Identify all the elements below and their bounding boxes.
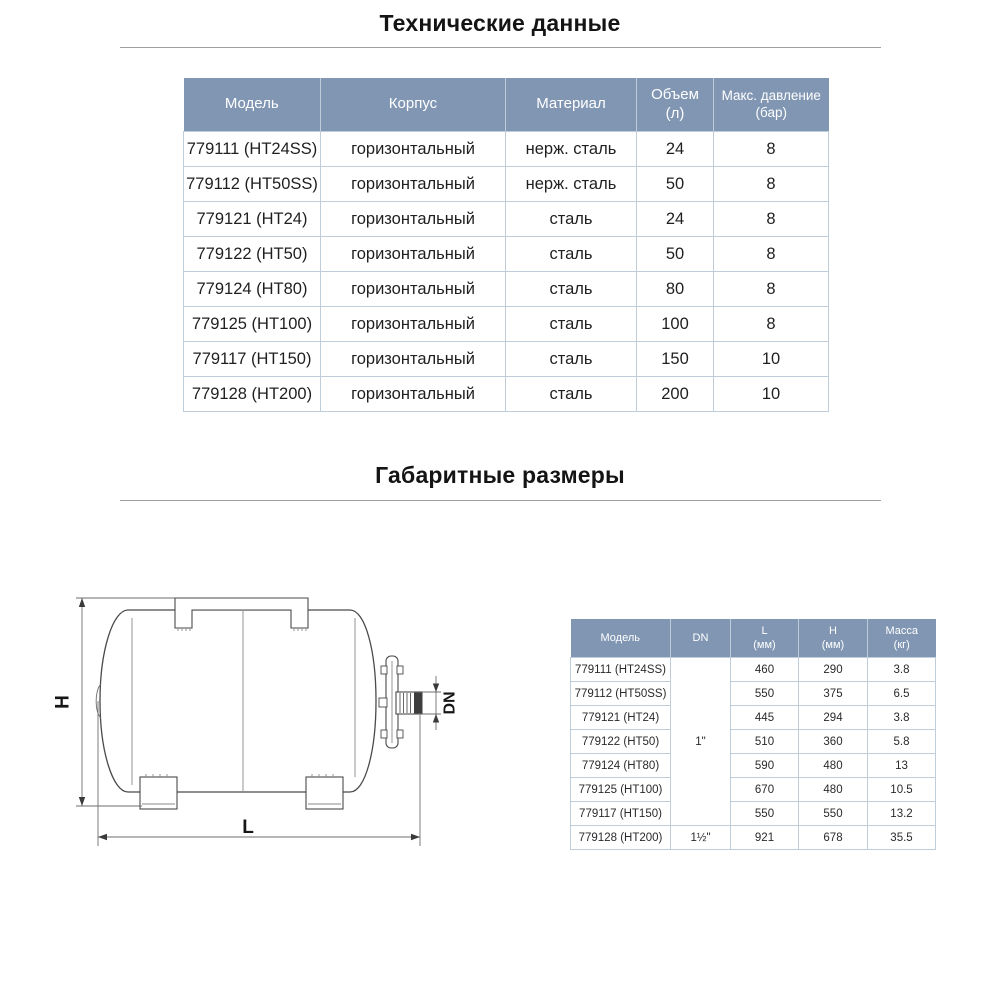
cell-model: 779124 (HT80)	[184, 272, 321, 307]
cell-pressure: 8	[714, 237, 829, 272]
cell-l: 670	[731, 778, 799, 802]
cell-material: нерж. сталь	[506, 167, 637, 202]
table-row	[571, 658, 936, 682]
cell-l: 445	[731, 706, 799, 730]
cell-pressure: 8	[714, 167, 829, 202]
cell-model: 779112 (HT50SS)	[184, 167, 321, 202]
cell-l: 460	[731, 658, 799, 682]
cell-model: 779112 (HT50SS)	[571, 682, 671, 706]
technical-data-table	[183, 78, 829, 412]
cell-material: нерж. сталь	[506, 132, 637, 167]
col-header-dn: DN	[671, 619, 731, 658]
dimensions-table	[570, 619, 936, 850]
cell-l: 921	[731, 826, 799, 850]
cell-body: горизонтальный	[321, 377, 506, 412]
col-header-model: Модель	[184, 78, 321, 132]
table-row	[571, 706, 936, 730]
cell-volume: 150	[637, 342, 714, 377]
cell-mass: 10.5	[868, 778, 936, 802]
cell-model: 779121 (HT24)	[184, 202, 321, 237]
col-header-h: H (мм)	[799, 619, 868, 658]
col-header-mass: Масса (кг)	[868, 619, 936, 658]
cell-dn: 1½"	[671, 826, 731, 850]
cell-material: сталь	[506, 202, 637, 237]
cell-volume: 100	[637, 307, 714, 342]
cell-mass: 13	[868, 754, 936, 778]
cell-body: горизонтальный	[321, 202, 506, 237]
table-row	[571, 682, 936, 706]
col-header-pressure: Макс. давление (бар)	[714, 78, 829, 132]
cell-body: горизонтальный	[321, 132, 506, 167]
cell-material: сталь	[506, 342, 637, 377]
cell-volume: 50	[637, 237, 714, 272]
tank-drawing	[50, 565, 470, 865]
cell-l: 550	[731, 682, 799, 706]
cell-l: 550	[731, 802, 799, 826]
cell-material: сталь	[506, 307, 637, 342]
cell-pressure: 8	[714, 307, 829, 342]
port-end	[414, 693, 422, 714]
cell-model: 779111 (HT24SS)	[571, 658, 671, 682]
dimension-dn	[422, 676, 459, 730]
table-row	[184, 377, 829, 412]
cell-material: сталь	[506, 237, 637, 272]
table-row	[571, 730, 936, 754]
cell-h: 678	[799, 826, 868, 850]
table-row	[184, 167, 829, 202]
cell-model: 779125 (HT100)	[571, 778, 671, 802]
cell-h: 294	[799, 706, 868, 730]
cell-pressure: 8	[714, 272, 829, 307]
cell-model: 779128 (HT200)	[184, 377, 321, 412]
section-title-technical: Технические данные	[379, 10, 621, 36]
dn-label: DN	[441, 691, 459, 715]
cell-model: 779117 (HT150)	[184, 342, 321, 377]
cell-volume: 200	[637, 377, 714, 412]
table-row	[571, 826, 936, 850]
table-row	[184, 132, 829, 167]
tank-body	[100, 610, 376, 792]
cell-model: 779125 (HT100)	[184, 307, 321, 342]
cell-volume: 24	[637, 132, 714, 167]
cell-h: 550	[799, 802, 868, 826]
col-header-material: Материал	[506, 78, 637, 132]
cell-body: горизонтальный	[321, 272, 506, 307]
table-row	[184, 342, 829, 377]
cell-mass: 3.8	[868, 658, 936, 682]
cell-model: 779111 (HT24SS)	[184, 132, 321, 167]
table-row	[184, 307, 829, 342]
cell-model: 779124 (HT80)	[571, 754, 671, 778]
col-header-body: Корпус	[321, 78, 506, 132]
cell-pressure: 8	[714, 202, 829, 237]
cell-body: горизонтальный	[321, 167, 506, 202]
cell-mass: 13.2	[868, 802, 936, 826]
cell-volume: 50	[637, 167, 714, 202]
table-header	[571, 619, 936, 658]
cell-mass: 35.5	[868, 826, 936, 850]
cell-l: 510	[731, 730, 799, 754]
cell-volume: 80	[637, 272, 714, 307]
table-row	[184, 272, 829, 307]
divider-rule	[120, 500, 881, 501]
cell-dn-merged: 1"	[671, 658, 731, 826]
cell-h: 360	[799, 730, 868, 754]
cell-mass: 6.5	[868, 682, 936, 706]
col-header-volume: Объем (л)	[637, 78, 714, 132]
cell-volume: 24	[637, 202, 714, 237]
cell-mass: 3.8	[868, 706, 936, 730]
cell-body: горизонтальный	[321, 237, 506, 272]
table-header	[184, 78, 829, 132]
cell-h: 480	[799, 778, 868, 802]
table-row	[571, 778, 936, 802]
cell-mass: 5.8	[868, 730, 936, 754]
cell-h: 375	[799, 682, 868, 706]
cell-material: сталь	[506, 377, 637, 412]
table-row	[571, 802, 936, 826]
cell-material: сталь	[506, 272, 637, 307]
cell-model: 779121 (HT24)	[571, 706, 671, 730]
cell-model: 779117 (HT150)	[571, 802, 671, 826]
cell-body: горизонтальный	[321, 307, 506, 342]
cell-h: 480	[799, 754, 868, 778]
l-label: L	[242, 817, 254, 838]
table-row	[184, 237, 829, 272]
cell-pressure: 8	[714, 132, 829, 167]
cell-pressure: 10	[714, 377, 829, 412]
cell-pressure: 10	[714, 342, 829, 377]
col-header-l: L (мм)	[731, 619, 799, 658]
cell-model: 779122 (HT50)	[184, 237, 321, 272]
h-label: H	[52, 695, 74, 709]
cell-model: 779128 (HT200)	[571, 826, 671, 850]
table-row	[184, 202, 829, 237]
cell-h: 290	[799, 658, 868, 682]
cell-l: 590	[731, 754, 799, 778]
section-title-dimensions: Габаритные размеры	[375, 462, 625, 488]
col-header-model: Модель	[571, 619, 671, 658]
divider-rule	[120, 47, 881, 48]
table-row	[571, 754, 936, 778]
cell-model: 779122 (HT50)	[571, 730, 671, 754]
cell-body: горизонтальный	[321, 342, 506, 377]
